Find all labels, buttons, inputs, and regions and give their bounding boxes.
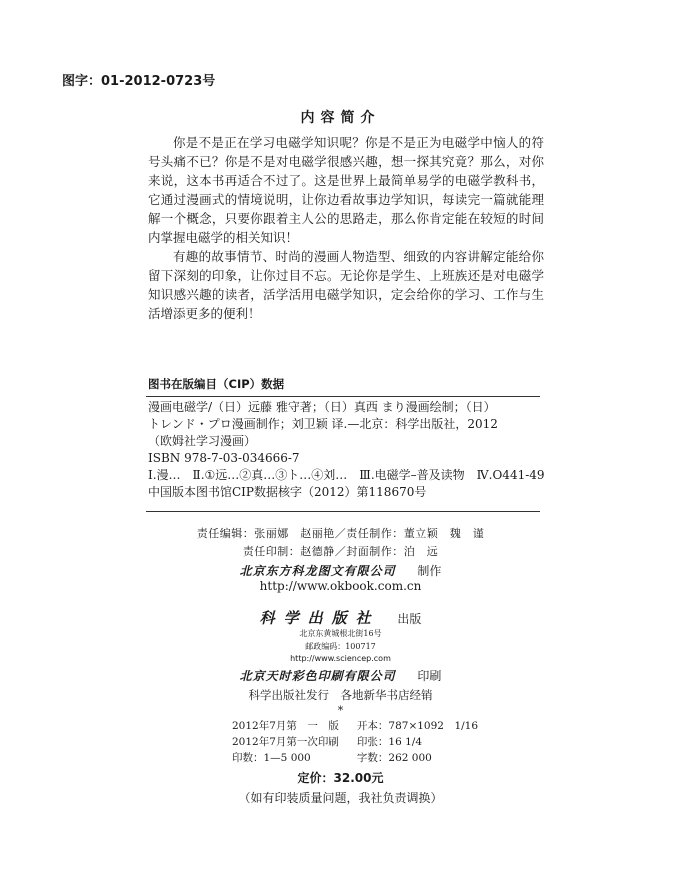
cip-block [148, 399, 545, 501]
cip-title: 图书在版编目（CIP）数据 [148, 377, 285, 391]
spec-row [232, 718, 478, 734]
print-credits: 责任印制：赵德静／封面制作：泊 远 [242, 545, 439, 558]
spec-row [232, 734, 478, 750]
cip-line: トレンド・プロ漫画制作；刘卫颖 译.—北京：科学出版社，2012 [148, 417, 498, 431]
printer-line [0, 667, 681, 684]
spec-word-count: 字数：262 000 [356, 752, 432, 764]
publisher-zip: 邮政编码：100717 [305, 642, 376, 651]
quality-note: （如有印装质量问题，我社负责调换） [238, 791, 443, 805]
cip-line: 中国版本图书馆CIP数据核字（2012）第118670号 [148, 485, 427, 499]
cip-line: （欧姆社学习漫画） [148, 434, 257, 448]
publisher-url: http://www.sciencep.com [290, 654, 391, 663]
intro-paragraph-2: 有趣的故事情节、时尚的漫画人物造型、细致的内容讲解定能给你留下深刻的印象，让你过目不忘。无论你是学生、上班族还是对电磁学知识感兴趣的读者，活学活用电磁学知识，定会给你的学习、工作与生活增添更多的便利！ [148, 249, 544, 321]
cip-bottom-rule [146, 511, 540, 512]
cip-top-rule [146, 396, 540, 397]
spec-format: 开本：787×1092 1/16 [356, 720, 479, 732]
production-url: http://www.okbook.com.cn [259, 579, 422, 593]
editor-credits: 责任编辑：张丽娜 赵丽艳／责任制作：董立颖 魏 谨 [196, 527, 485, 540]
publisher-address: 北京东黄城根北街16号 [299, 629, 382, 638]
publisher-name: 科学出版社 [259, 609, 380, 627]
cip-line: Ⅰ.漫… Ⅱ.①远…②真…③ト…④刘… Ⅲ.电磁学–普及读物 Ⅳ.O441-49 [148, 468, 545, 482]
cip-line: ISBN 978-7-03-034666-7 [148, 451, 300, 465]
spec-print-run: 印数：1—5 000 [232, 752, 311, 764]
separator-star: * [337, 704, 344, 717]
production-company: 北京东方科龙图文有限公司 [239, 564, 396, 578]
cip-line: 漫画电磁学/（日）远藤 雅守著；（日）真西 まり漫画绘制；（日） [148, 400, 496, 414]
spec-edition: 2012年7月第 一 版 [232, 720, 339, 732]
distribution-line: 科学出版社发行 各地新华书店经销 [248, 688, 433, 702]
production-role: 制作 [417, 564, 442, 578]
publisher-line [0, 607, 681, 628]
publisher-role: 出版 [397, 612, 422, 626]
spec-printing: 2012年7月第一次印刷 [232, 736, 339, 748]
copyright-permit-number: 图字：01-2012-0723号 [62, 74, 216, 89]
edition-specs [232, 718, 478, 766]
production-line [0, 562, 681, 579]
intro-title: 内容简介 [300, 110, 381, 126]
printer-company: 北京天时彩色印刷有限公司 [239, 669, 396, 683]
printer-role: 印刷 [417, 669, 442, 683]
intro-paragraph-1: 你是不是正在学习电磁学知识呢？你是不是正为电磁学中恼人的符号头痛不已？你是不是对电磁学很感兴趣，想一探其究竟？那么，对你来说，这本书再适合不过了。这是世界上最简单易学的电磁学教科书，它通过漫画式的情境说明，让你边看故事边学知识，每读完一篇就能理解一个概念，只要你跟着主人公的思路走，那么你肯定能在较短的时间内掌握电磁学的相关知识！ [148, 135, 544, 245]
price: 定价：32.00元 [297, 771, 384, 785]
spec-sheets: 印张：16 1/4 [356, 736, 423, 748]
spec-row [232, 750, 478, 766]
